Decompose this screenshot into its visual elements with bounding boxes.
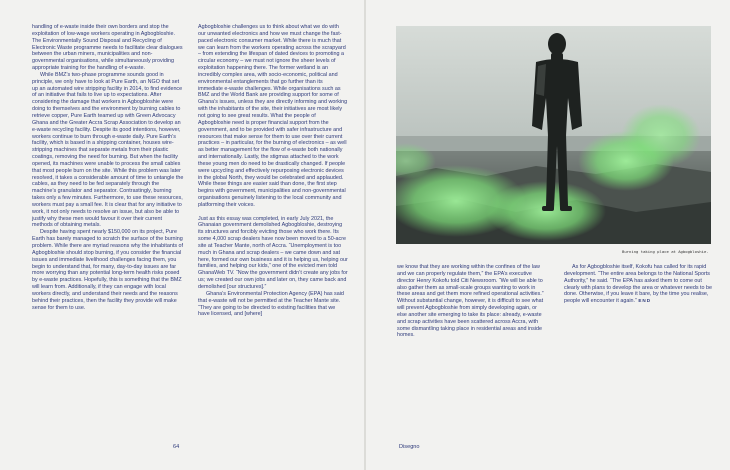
right-page (366, 0, 730, 470)
left-page (0, 0, 364, 470)
right-column-2 (564, 264, 714, 305)
page-number: 64 (173, 444, 180, 450)
paragraph: handling of e-waste inside their own borders and stop the exploitation of low-wage workers operating in Agbogbloshie. The Environmentally Sound Disposal and Recycling of Electronic Waste programme needs to facilitate clear dialogues between the urban miners, municipalities and non-governmental organisations, while simultaneously providing appropriate training for the handling of e-waste. (32, 24, 183, 72)
paragraph: we know that they are working within the confines of the law and we can properly regulate them,” the EPA’s executive director Henry Kokofu told Citi Newsroom. “We will be able to also gather them as small-scale groups wanting to work in these areas and get them more refined operational activities.” Without substantial change, however, it is difficult to see what will prevent Agbogbloshie from simply developing again, or else another site emerging to take its place: already, e-waste and scrap activities have been scattered across Accra, with some dismantling taking place in residential areas and inside homes. (397, 264, 544, 339)
left-column-2 (198, 24, 348, 318)
paragraph (564, 264, 714, 305)
right-column-1 (397, 264, 547, 339)
paragraph: Ghana’s Environmental Protection Agency (EPA) has said that e-waste will not be permitted at the Teacher Mante site. “They are going to be directed to existing facilities that we have licensed, and [where] (198, 290, 344, 318)
paragraph-text: As for Agbogbloshie itself, Kokofu has called for its rapid development. “The entire area belongs to the National Sports Authority,” he said. “The EPA has asked them to come out clearly with plans to develop the area or whatever needs to be done. Otherwise, if you leave it bare, by the time you realise, people will encounter it again.” (564, 264, 713, 305)
magazine-name: Disegno (399, 444, 420, 450)
photo-caption: Burning taking place at Agbogbloshie. (622, 249, 709, 254)
paragraph: While BMZ’s two-phase programme sounds good in principle, we only have to look at Pure Earth, an NGO that set up an automated wire stripping facility in 2014, to find evidence of an initiative that fails to live up to expectations. After considering the damage that workers in Agbogbloshie were doing to themselves and the environment by burning cables to retrieve copper, Pure Earth teamed up with Green Advocacy Ghana and the Greater Accra Scrap Association to develop an e-waste recycling facility. Despite its good intentions, however, workers continue to burn through e-waste daily. Pure Earth’s facility, which is based in a shipping container, houses wire-stripping machines that separate metals from their plastic coatings, removing the need for burning. But when the facility opened, its machines were unable to process the small cables that most people burn on the site. While this problem was later resolved, it takes a considerable amount of time to untangle the cables, as they need to be fed separately through the machine’s granulator and separator. Contrastingly, burning takes only a few minutes. Furthermore, to use these resources, workers must pay a small fee. It is clear that for any initiative to work, it not only needs to resolve an issue, but also be able to justify why these men would favour it over their current methods of obtaining metals. (32, 71, 184, 229)
agbogbloshie-photo (396, 26, 711, 244)
photo-illustration (396, 26, 711, 244)
paragraph: Despite having spent nearly $150,000 on its project, Pure Earth has barely managed to scratch the surface of the burning problem. While there are myriad reasons why the inhabitants of Agbogbloshie should stop burning, if you consider the financial issues and immediate livelihood challenges facing them, you begin to understand that, for many, day-to-day issues are far more worrying than any potential long-term health risks posed by e-waste practices. Hopefully, this is something that the BMZ will learn from. Additionally, if they can engage with local workers directly, and understand their needs and the reasons behind their practices, then the facility they provide will make sense for them to use. (32, 229, 184, 311)
paragraph: Just as this essay was completed, in early July 2021, the Ghanaian government demolished Agbogbloshie, destroying its structures and forcibly evicting those who work there. Its some 4,000 scrap dealers have now been moved to a 50-acre site at Teacher Mante, north of Accra. “Unemployment is too much in Ghana and scrap dealers – we came down and sat here, formed our own business and it is helping us, helping our families, and helping our kids,” one of the evicted men told GhanaWeb TV. “Now the government didn’t create any jobs for us; we created our own jobs and later on, they came back and demolished [our structures].” (198, 215, 348, 291)
left-column-1 (32, 24, 184, 311)
paragraph: Agbogbloshie challenges us to think about what we do with our unwanted electronics and how we must change the fast-paced electronic consumer market. While there is much that we can learn from the workers operating across the scrapyard – from extending the lifespan of dated devices to promoting a circular economy – we must not ignore the sheer levels of exploitation happening there. The former wetland is an incredibly complex area, with socio-economic, political and environmental entanglements that go further than its immediate e-waste challenges. While organisations such as BMZ and the World Bank are providing support for some of Ghana’s issues, unless they are directly informing and working with the inhabitants of the site, their initiatives are most likely not going to see great results. What the people of Agbogbloshie need is proper financial support from the government, and to be provided with safer infrastructure and resources that make sense for them to use over their current practices – in particular, for the burning of electronics – as well as better management for the flow of e-waste both nationally and internationally. Lastly, the stigmas attached to the work these young men do need to be drastically changed. If people were upcycling and effectively repurposing electronic devices in the global North, they would be celebrated and applauded. While these things are easier said than done, the first step begins with government, municipalities and non-governmental organisations genuinely listening to the local community and platforming their voices. (198, 24, 348, 208)
end-mark: END (638, 298, 652, 304)
